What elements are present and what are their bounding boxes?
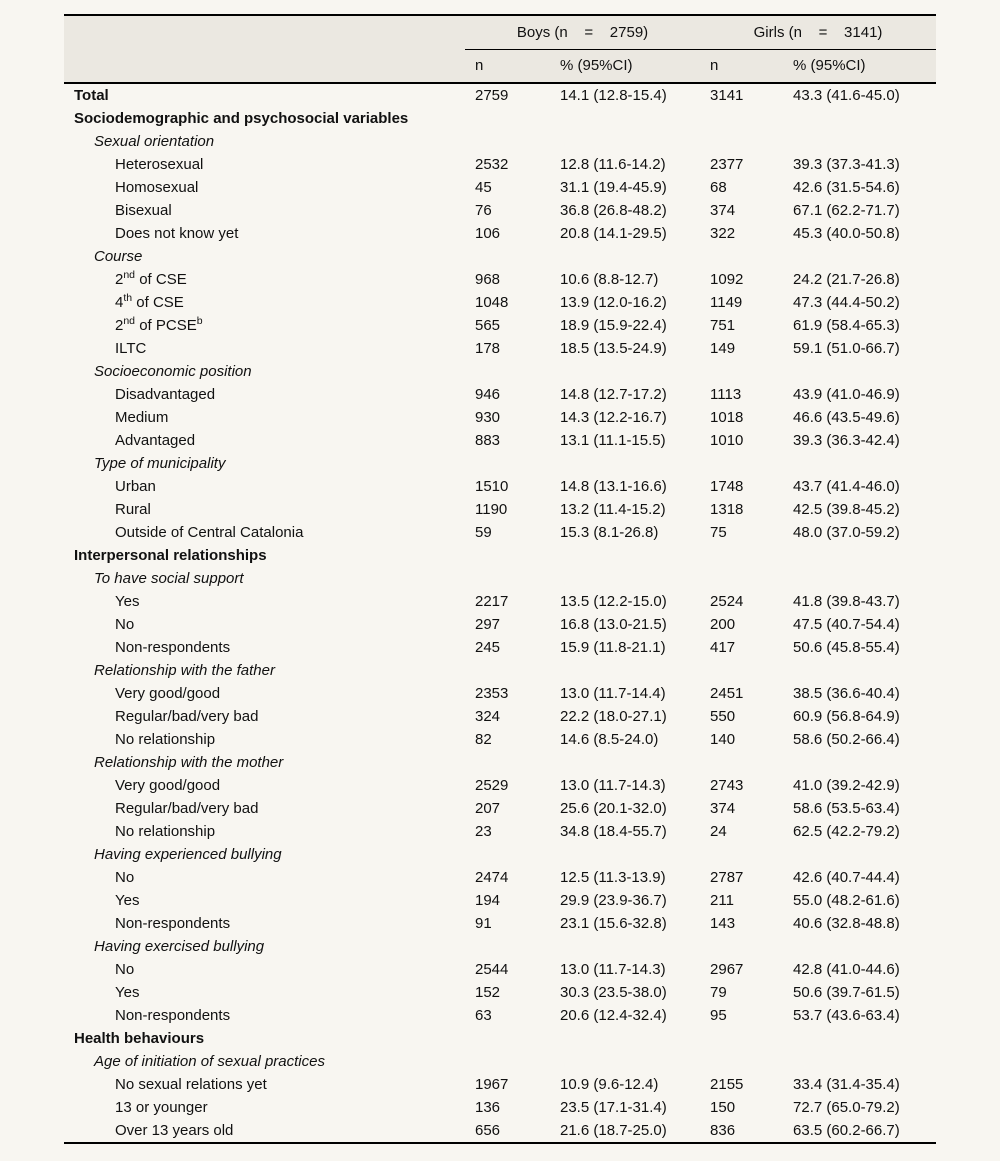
col-header-boys-pct: % (95%CI) <box>550 49 700 83</box>
data-cell: 1149 <box>710 294 743 311</box>
data-cell: 13.5 (12.2-15.0) <box>560 593 667 610</box>
data-cell <box>465 245 550 268</box>
row-label: No sexual relations yet <box>115 1076 267 1093</box>
data-cell: 16.8 (13.0-21.5) <box>560 616 667 633</box>
data-cell: 48.0 (37.0-59.2) <box>793 524 900 541</box>
data-cell <box>700 107 783 130</box>
data-cell: 2787 <box>710 869 744 886</box>
column-header-row <box>64 49 936 83</box>
row-label: Advantaged <box>115 432 196 449</box>
data-cell: 13.1 (11.1-15.5) <box>560 432 666 449</box>
table-row <box>64 406 936 429</box>
table-row <box>64 107 936 130</box>
data-cell: 42.6 (31.5-54.6) <box>793 179 900 196</box>
data-cell: 2544 <box>475 961 509 978</box>
table-row <box>64 774 936 797</box>
row-label: Urban <box>115 478 156 495</box>
col-header-boys-n: n <box>465 49 550 83</box>
table-row <box>64 475 936 498</box>
label-text: 4 <box>115 294 124 311</box>
data-cell: 20.6 (12.4-32.4) <box>560 1007 667 1024</box>
row-label: Having exercised bullying <box>94 938 265 955</box>
row-label: Over 13 years old <box>115 1122 234 1139</box>
data-cell: 194 <box>475 892 501 909</box>
data-cell <box>783 107 936 130</box>
data-cell: 45.3 (40.0-50.8) <box>793 225 900 242</box>
row-label: No <box>115 616 135 633</box>
data-cell: 2155 <box>710 1076 744 1093</box>
data-cell: 14.6 (8.5-24.0) <box>560 731 659 748</box>
data-cell <box>550 245 700 268</box>
table-row <box>64 452 936 475</box>
data-cell: 656 <box>475 1122 501 1139</box>
data-cell: 82 <box>475 731 492 748</box>
label-text: 2 <box>115 271 124 288</box>
data-cell: 2474 <box>475 869 509 886</box>
data-cell: 13.0 (11.7-14.3) <box>560 777 666 794</box>
data-cell <box>783 130 936 153</box>
table-row <box>64 222 936 245</box>
data-cell <box>465 843 550 866</box>
data-cell: 2217 <box>475 593 509 610</box>
table-row <box>64 1096 936 1119</box>
data-cell: 95 <box>710 1007 727 1024</box>
data-cell <box>550 751 700 774</box>
data-cell <box>465 107 550 130</box>
data-cell: 31.1 (19.4-45.9) <box>560 179 667 196</box>
table-row <box>64 751 936 774</box>
row-label: ILTC <box>115 340 147 357</box>
row-label: Heterosexual <box>115 156 204 173</box>
data-cell: 61.9 (58.4-65.3) <box>793 317 900 334</box>
data-cell: 245 <box>475 639 501 656</box>
row-label: Sociodemographic and psychosocial variables <box>74 110 409 127</box>
label-text: of CSE <box>135 271 187 288</box>
data-cell: 14.8 (13.1-16.6) <box>560 478 667 495</box>
data-cell: 140 <box>710 731 736 748</box>
table-row <box>64 636 936 659</box>
table-row <box>64 314 936 337</box>
row-label: Yes <box>115 593 140 610</box>
row-label <box>64 314 465 337</box>
group-header-row <box>64 15 936 49</box>
table-row <box>64 866 936 889</box>
table-row <box>64 360 936 383</box>
data-cell <box>465 1027 550 1050</box>
data-cell: 1510 <box>475 478 509 495</box>
data-cell: 178 <box>475 340 501 357</box>
row-label: 13 or younger <box>115 1099 208 1116</box>
col-header-girls-pct: % (95%CI) <box>783 49 936 83</box>
table-body <box>64 83 936 1143</box>
table-row <box>64 176 936 199</box>
data-cell <box>700 567 783 590</box>
table-row <box>64 590 936 613</box>
table-row <box>64 521 936 544</box>
data-cell <box>700 544 783 567</box>
data-cell: 106 <box>475 225 501 242</box>
data-cell: 24.2 (21.7-26.8) <box>793 271 900 288</box>
data-cell: 29.9 (23.9-36.7) <box>560 892 667 909</box>
row-label: No relationship <box>115 823 216 840</box>
data-cell: 55.0 (48.2-61.6) <box>793 892 900 909</box>
row-label: Relationship with the father <box>94 662 275 679</box>
table-row <box>64 705 936 728</box>
label-superscript: b <box>196 315 203 327</box>
data-cell: 152 <box>475 984 501 1001</box>
data-cell: 3141 <box>710 87 744 104</box>
table-row <box>64 981 936 1004</box>
data-cell: 75 <box>710 524 727 541</box>
data-cell: 24 <box>710 823 727 840</box>
row-label: Relationship with the mother <box>94 754 284 771</box>
table-row <box>64 245 936 268</box>
row-label: Sexual orientation <box>94 133 215 150</box>
data-cell <box>700 360 783 383</box>
data-cell <box>465 751 550 774</box>
label-text: 2 <box>115 317 124 334</box>
data-cell <box>465 935 550 958</box>
data-cell: 91 <box>475 915 492 932</box>
row-label: Regular/bad/very bad <box>115 708 259 725</box>
data-cell: 2529 <box>475 777 509 794</box>
data-cell: 550 <box>710 708 736 725</box>
data-cell <box>550 1027 700 1050</box>
data-cell <box>700 751 783 774</box>
row-label: Socioeconomic position <box>94 363 252 380</box>
row-label: Rural <box>115 501 151 518</box>
table-row <box>64 429 936 452</box>
data-cell: 47.5 (40.7-54.4) <box>793 616 900 633</box>
row-label <box>64 291 465 314</box>
data-cell: 68 <box>710 179 727 196</box>
table-row <box>64 659 936 682</box>
table-row <box>64 912 936 935</box>
data-cell: 930 <box>475 409 501 426</box>
data-cell: 12.8 (11.6-14.2) <box>560 156 666 173</box>
data-cell: 297 <box>475 616 501 633</box>
data-cell: 50.6 (45.8-55.4) <box>793 639 900 656</box>
data-cell: 14.1 (12.8-15.4) <box>560 87 667 104</box>
data-cell: 968 <box>475 271 501 288</box>
row-label: Non-respondents <box>115 1007 231 1024</box>
data-cell <box>550 452 700 475</box>
data-cell <box>700 659 783 682</box>
row-label: Course <box>94 248 143 265</box>
table-row <box>64 958 936 981</box>
label-text: of CSE <box>132 294 184 311</box>
data-cell: 18.9 (15.9-22.4) <box>560 317 667 334</box>
data-cell: 30.3 (23.5-38.0) <box>560 984 667 1001</box>
data-cell: 143 <box>710 915 736 932</box>
data-cell <box>550 130 700 153</box>
boys-group-header: Boys (n = 2759) <box>465 15 700 49</box>
data-cell <box>783 544 936 567</box>
row-label: Regular/bad/very bad <box>115 800 259 817</box>
data-cell <box>700 245 783 268</box>
data-cell: 2353 <box>475 685 509 702</box>
table-row <box>64 797 936 820</box>
table-row <box>64 337 936 360</box>
data-cell <box>783 659 936 682</box>
data-cell: 1967 <box>475 1076 509 1093</box>
data-cell <box>783 935 936 958</box>
data-cell: 72.7 (65.0-79.2) <box>793 1099 900 1116</box>
data-cell: 207 <box>475 800 501 817</box>
data-cell: 41.0 (39.2-42.9) <box>793 777 900 794</box>
data-cell: 76 <box>475 202 492 219</box>
row-label: Very good/good <box>115 777 221 794</box>
data-cell <box>783 245 936 268</box>
data-cell: 136 <box>475 1099 501 1116</box>
row-label: Total <box>74 87 109 104</box>
data-cell: 1010 <box>710 432 744 449</box>
data-cell <box>465 130 550 153</box>
data-cell <box>550 107 700 130</box>
data-cell: 20.8 (14.1-29.5) <box>560 225 667 242</box>
row-label: Disadvantaged <box>115 386 216 403</box>
data-cell: 43.7 (41.4-46.0) <box>793 478 900 495</box>
data-cell: 33.4 (31.4-35.4) <box>793 1076 900 1093</box>
data-cell: 1113 <box>710 386 742 403</box>
data-cell: 59 <box>475 524 492 541</box>
table-row <box>64 544 936 567</box>
data-cell: 374 <box>710 202 736 219</box>
data-cell <box>550 659 700 682</box>
row-label: No <box>115 961 135 978</box>
data-cell: 13.0 (11.7-14.3) <box>560 961 666 978</box>
row-label: Bisexual <box>115 202 172 219</box>
data-cell <box>550 1050 700 1073</box>
data-cell: 2451 <box>710 685 744 702</box>
data-cell: 150 <box>710 1099 736 1116</box>
data-cell: 23.1 (15.6-32.8) <box>560 915 667 932</box>
data-cell: 2532 <box>475 156 509 173</box>
table-row <box>64 567 936 590</box>
table-row <box>64 1004 936 1027</box>
data-cell: 41.8 (39.8-43.7) <box>793 593 900 610</box>
row-label: Homosexual <box>115 179 199 196</box>
data-cell <box>700 843 783 866</box>
data-cell: 883 <box>475 432 501 449</box>
table-row <box>64 1050 936 1073</box>
table-row <box>64 682 936 705</box>
data-cell: 417 <box>710 639 736 656</box>
data-cell: 1318 <box>710 501 744 518</box>
table-row <box>64 1119 936 1143</box>
data-cell: 565 <box>475 317 501 334</box>
data-cell: 1092 <box>710 271 744 288</box>
data-cell: 42.5 (39.8-45.2) <box>793 501 900 518</box>
data-cell: 39.3 (36.3-42.4) <box>793 432 900 449</box>
row-label: Non-respondents <box>115 639 231 656</box>
data-cell <box>465 360 550 383</box>
data-cell: 34.8 (18.4-55.7) <box>560 823 667 840</box>
row-label: Age of initiation of sexual practices <box>94 1053 325 1070</box>
data-cell: 211 <box>710 892 734 909</box>
data-cell: 63.5 (60.2-66.7) <box>793 1122 900 1139</box>
table-row <box>64 130 936 153</box>
table-row <box>64 613 936 636</box>
data-cell <box>700 452 783 475</box>
data-cell <box>550 544 700 567</box>
col-header-girls-n: n <box>700 49 783 83</box>
data-cell: 2377 <box>710 156 744 173</box>
data-cell: 79 <box>710 984 727 1001</box>
row-label: Interpersonal relationships <box>74 547 267 564</box>
data-cell: 23.5 (17.1-31.4) <box>560 1099 667 1116</box>
row-label: Health behaviours <box>74 1030 205 1047</box>
data-cell: 10.6 (8.8-12.7) <box>560 271 659 288</box>
data-cell <box>700 935 783 958</box>
data-cell: 42.6 (40.7-44.4) <box>793 869 900 886</box>
data-cell <box>465 567 550 590</box>
table-row <box>64 268 936 291</box>
data-cell: 60.9 (56.8-64.9) <box>793 708 900 725</box>
table-row <box>64 889 936 912</box>
data-cell: 322 <box>710 225 736 242</box>
data-cell <box>783 567 936 590</box>
data-cell: 200 <box>710 616 736 633</box>
data-cell: 43.3 (41.6-45.0) <box>793 87 900 104</box>
data-cell: 23 <box>475 823 492 840</box>
data-cell: 25.6 (20.1-32.0) <box>560 800 667 817</box>
data-cell: 946 <box>475 386 501 403</box>
table-row <box>64 291 936 314</box>
row-label: Yes <box>115 892 140 909</box>
data-cell <box>700 130 783 153</box>
data-cell: 47.3 (44.4-50.2) <box>793 294 900 311</box>
data-cell: 374 <box>710 800 736 817</box>
data-cell: 58.6 (53.5-63.4) <box>793 800 900 817</box>
row-label: Outside of Central Catalonia <box>115 524 304 541</box>
row-label <box>64 268 465 291</box>
data-cell <box>465 544 550 567</box>
data-cell <box>465 452 550 475</box>
statistics-table <box>64 14 936 1144</box>
data-cell <box>550 360 700 383</box>
label-text: of PCSE <box>135 317 197 334</box>
row-label: No relationship <box>115 731 216 748</box>
data-cell: 324 <box>475 708 501 725</box>
empty-header-cell <box>64 15 465 49</box>
data-cell: 43.9 (41.0-46.9) <box>793 386 900 403</box>
girls-group-header: Girls (n = 3141) <box>700 15 936 49</box>
data-cell <box>550 935 700 958</box>
data-cell <box>550 567 700 590</box>
data-cell: 2743 <box>710 777 744 794</box>
data-cell <box>465 1050 550 1073</box>
data-cell: 40.6 (32.8-48.8) <box>793 915 900 932</box>
table-row <box>64 199 936 222</box>
data-cell: 46.6 (43.5-49.6) <box>793 409 900 426</box>
data-cell <box>783 360 936 383</box>
data-cell: 15.3 (8.1-26.8) <box>560 524 659 541</box>
data-cell: 14.8 (12.7-17.2) <box>560 386 667 403</box>
table-row <box>64 1073 936 1096</box>
data-cell: 42.8 (41.0-44.6) <box>793 961 900 978</box>
row-label: Type of municipality <box>94 455 226 472</box>
table-row <box>64 153 936 176</box>
data-cell: 18.5 (13.5-24.9) <box>560 340 667 357</box>
data-cell <box>465 659 550 682</box>
row-label: Medium <box>115 409 169 426</box>
data-cell <box>700 1027 783 1050</box>
data-cell <box>700 1050 783 1073</box>
data-cell <box>783 751 936 774</box>
data-cell: 13.0 (11.7-14.4) <box>560 685 666 702</box>
table-header <box>64 15 936 83</box>
row-label: Very good/good <box>115 685 221 702</box>
data-cell: 36.8 (26.8-48.2) <box>560 202 667 219</box>
table-row <box>64 935 936 958</box>
data-cell: 13.2 (11.4-15.2) <box>560 501 666 518</box>
data-cell: 39.3 (37.3-41.3) <box>793 156 900 173</box>
data-cell: 59.1 (51.0-66.7) <box>793 340 900 357</box>
table-row <box>64 383 936 406</box>
label-superscript: nd <box>123 315 136 327</box>
data-cell <box>783 843 936 866</box>
data-cell: 63 <box>475 1007 492 1024</box>
row-label: Non-respondents <box>115 915 231 932</box>
label-superscript: th <box>123 292 133 304</box>
table-row <box>64 820 936 843</box>
data-cell: 50.6 (39.7-61.5) <box>793 984 900 1001</box>
row-label: To have social support <box>94 570 244 587</box>
data-cell <box>783 1027 936 1050</box>
data-cell: 1018 <box>710 409 744 426</box>
table-row <box>64 1027 936 1050</box>
data-cell: 1748 <box>710 478 744 495</box>
data-cell: 45 <box>475 179 492 196</box>
row-label: No <box>115 869 135 886</box>
data-cell: 14.3 (12.2-16.7) <box>560 409 667 426</box>
data-cell: 22.2 (18.0-27.1) <box>560 708 667 725</box>
data-cell: 58.6 (50.2-66.4) <box>793 731 900 748</box>
label-superscript: nd <box>123 269 136 281</box>
data-cell: 12.5 (11.3-13.9) <box>560 869 666 886</box>
table-row <box>64 83 936 107</box>
data-cell: 53.7 (43.6-63.4) <box>793 1007 900 1024</box>
data-cell: 62.5 (42.2-79.2) <box>793 823 900 840</box>
data-cell: 149 <box>710 340 736 357</box>
table-row <box>64 498 936 521</box>
table-row <box>64 728 936 751</box>
data-cell: 751 <box>710 317 736 334</box>
data-cell: 67.1 (62.2-71.7) <box>793 202 900 219</box>
row-label: Having experienced bullying <box>94 846 282 863</box>
data-cell: 2967 <box>710 961 744 978</box>
data-cell <box>783 1050 936 1073</box>
data-cell: 836 <box>710 1122 736 1139</box>
data-cell: 2759 <box>475 87 509 104</box>
data-cell <box>783 452 936 475</box>
table-row <box>64 843 936 866</box>
data-cell: 21.6 (18.7-25.0) <box>560 1122 667 1139</box>
row-label: Yes <box>115 984 140 1001</box>
data-cell <box>550 843 700 866</box>
data-cell: 13.9 (12.0-16.2) <box>560 294 667 311</box>
data-cell: 1190 <box>475 501 508 518</box>
data-cell: 1048 <box>475 294 509 311</box>
data-cell: 10.9 (9.6-12.4) <box>560 1076 659 1093</box>
row-label: Does not know yet <box>115 225 239 242</box>
data-cell: 38.5 (36.6-40.4) <box>793 685 900 702</box>
empty-header-cell <box>64 49 465 83</box>
data-cell: 15.9 (11.8-21.1) <box>560 639 666 656</box>
data-cell: 2524 <box>710 593 744 610</box>
